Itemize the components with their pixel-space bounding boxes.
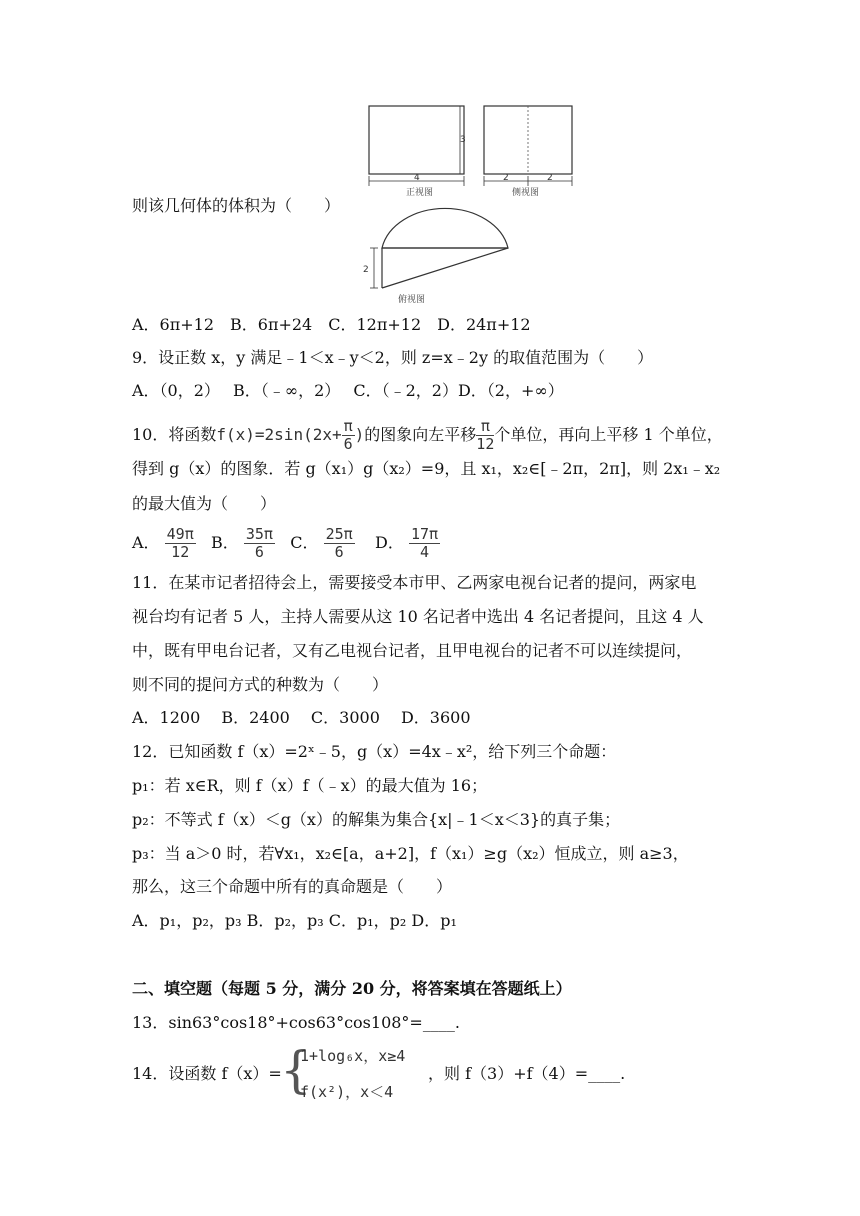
side-view-label: 侧视图: [512, 188, 540, 198]
q9-options: A．（0，2） B．（﹣∞，2） C．（﹣2，2）D．（2，+∞）: [132, 381, 564, 400]
q11-line3: 中，既有甲电台记者，又有乙电视台记者，且甲电视台的记者不可以连续提问，: [132, 641, 693, 660]
q11-line1: 11．在某市记者招待会上，需要接受本市甲、乙两家电视台记者的提问，两家电: [132, 573, 697, 592]
q12-proposition-p1: p₁：若 x∈R，则 f（x）f（﹣x）的最大值为 16；: [132, 776, 488, 795]
q10-function: f(x)=2sin(2x+: [216, 425, 342, 444]
q11-options: A．1200 B．2400 C．3000 D．3600: [132, 708, 471, 727]
q10-prefix: 10．将函数: [132, 425, 217, 444]
q10-option-d-value: $\frac{17\pi}{4}$: [410, 525, 439, 561]
q10-line2: 得到 g（x）的图象．若 g（x₁）g（x₂）=9，且 x₁，x₂∈[﹣2π，2π]，则 2x₁﹣x₂: [132, 459, 721, 478]
q14-brace: {: [280, 1041, 312, 1099]
q10-option-c-label: C．: [290, 533, 319, 552]
dim-side-right: 2: [547, 173, 553, 183]
q11-line4: 则不同的提问方式的种数为（ ）: [132, 675, 389, 694]
q10-line1: [132, 418, 723, 453]
q14-prefix: 14．设函数 f（x）=: [132, 1064, 282, 1083]
q10-tail: 个单位，再向上平移 1 个单位，: [494, 425, 723, 444]
q10-options: [132, 526, 440, 561]
dim-top-height: 2: [363, 265, 369, 275]
q9-stem: 9．设正数 x，y 满足﹣1＜x﹣y＜2，则 z=x﹣2y 的取值范围为（ ）: [132, 348, 654, 367]
q8-options: A．6π+12 B．6π+24 C．12π+12 D．24π+12: [132, 315, 531, 334]
dim-front-height: 3: [460, 135, 466, 145]
q10-option-d-label: D．: [375, 533, 404, 552]
q10-fraction-pi-12: $\frac{\pi}{12}$: [476, 417, 495, 453]
q12-options: A．p₁，p₂，p₃ B．p₂，p₃ C．p₁，p₂ D．p₁: [132, 911, 457, 930]
q10-fraction-pi-6: $\frac{\pi}{6}$: [343, 417, 353, 453]
dim-side-left: 2: [503, 173, 509, 183]
top-view-semicircle: [382, 208, 508, 248]
q12-proposition-p3: p₃：当 a＞0 时，若∀x₁，x₂∈[a，a+2]，f（x₁）≥g（x₂）恒成立，则 a≥3，: [132, 844, 689, 863]
q8-stem: 则该几何体的体积为（ ）: [132, 196, 341, 215]
three-view-diagram: [360, 100, 580, 310]
q12-stem: 12．已知函数 f（x）=2ˣ﹣5，g（x）=4x﹣x²，给下列三个命题：: [132, 742, 617, 761]
q14-suffix: ，则 f（3）+f（4）=____.: [428, 1064, 626, 1083]
q14-case-1: 1+log₆x，x≥4: [300, 1047, 406, 1065]
q12-proposition-p2: p₂：不等式 f（x）＜g（x）的解集为集合{x|﹣1＜x＜3}的真子集；: [132, 810, 621, 829]
front-view-rect: [369, 106, 464, 174]
q13-text: 13．sin63°cos18°+cos63°cos108°=____.: [132, 1013, 460, 1032]
q10-option-a-value: $\frac{49\pi}{12}$: [166, 525, 194, 561]
q10-line3: 的最大值为（ ）: [132, 494, 277, 513]
q12-conclusion: 那么，这三个命题中所有的真命题是（ ）: [132, 877, 453, 896]
dim-front-width: 4: [414, 173, 420, 183]
q11-line2: 视台均有记者 5 人，主持人需要从这 10 名记者中选出 4 名记者提问，且这 4 人: [132, 607, 704, 626]
q10-option-a-label: A．: [132, 533, 160, 552]
q10-option-c-value: $\frac{25\pi}{6}$: [325, 525, 353, 561]
q14-case-2: f(x²)，x＜4: [300, 1083, 394, 1101]
q10-option-b-label: B．: [211, 533, 239, 552]
front-view-label: 正视图: [406, 188, 434, 198]
q10-option-b-value: $\frac{35\pi}{6}$: [245, 525, 273, 561]
section-heading: 二、填空题（每题 5 分，满分 20 分，将答案填在答题纸上）: [132, 979, 572, 998]
top-view-label: 俯视图: [398, 295, 426, 305]
q10-mid: 的图象向左平移: [364, 425, 477, 444]
q10-function-end: ): [354, 425, 365, 444]
